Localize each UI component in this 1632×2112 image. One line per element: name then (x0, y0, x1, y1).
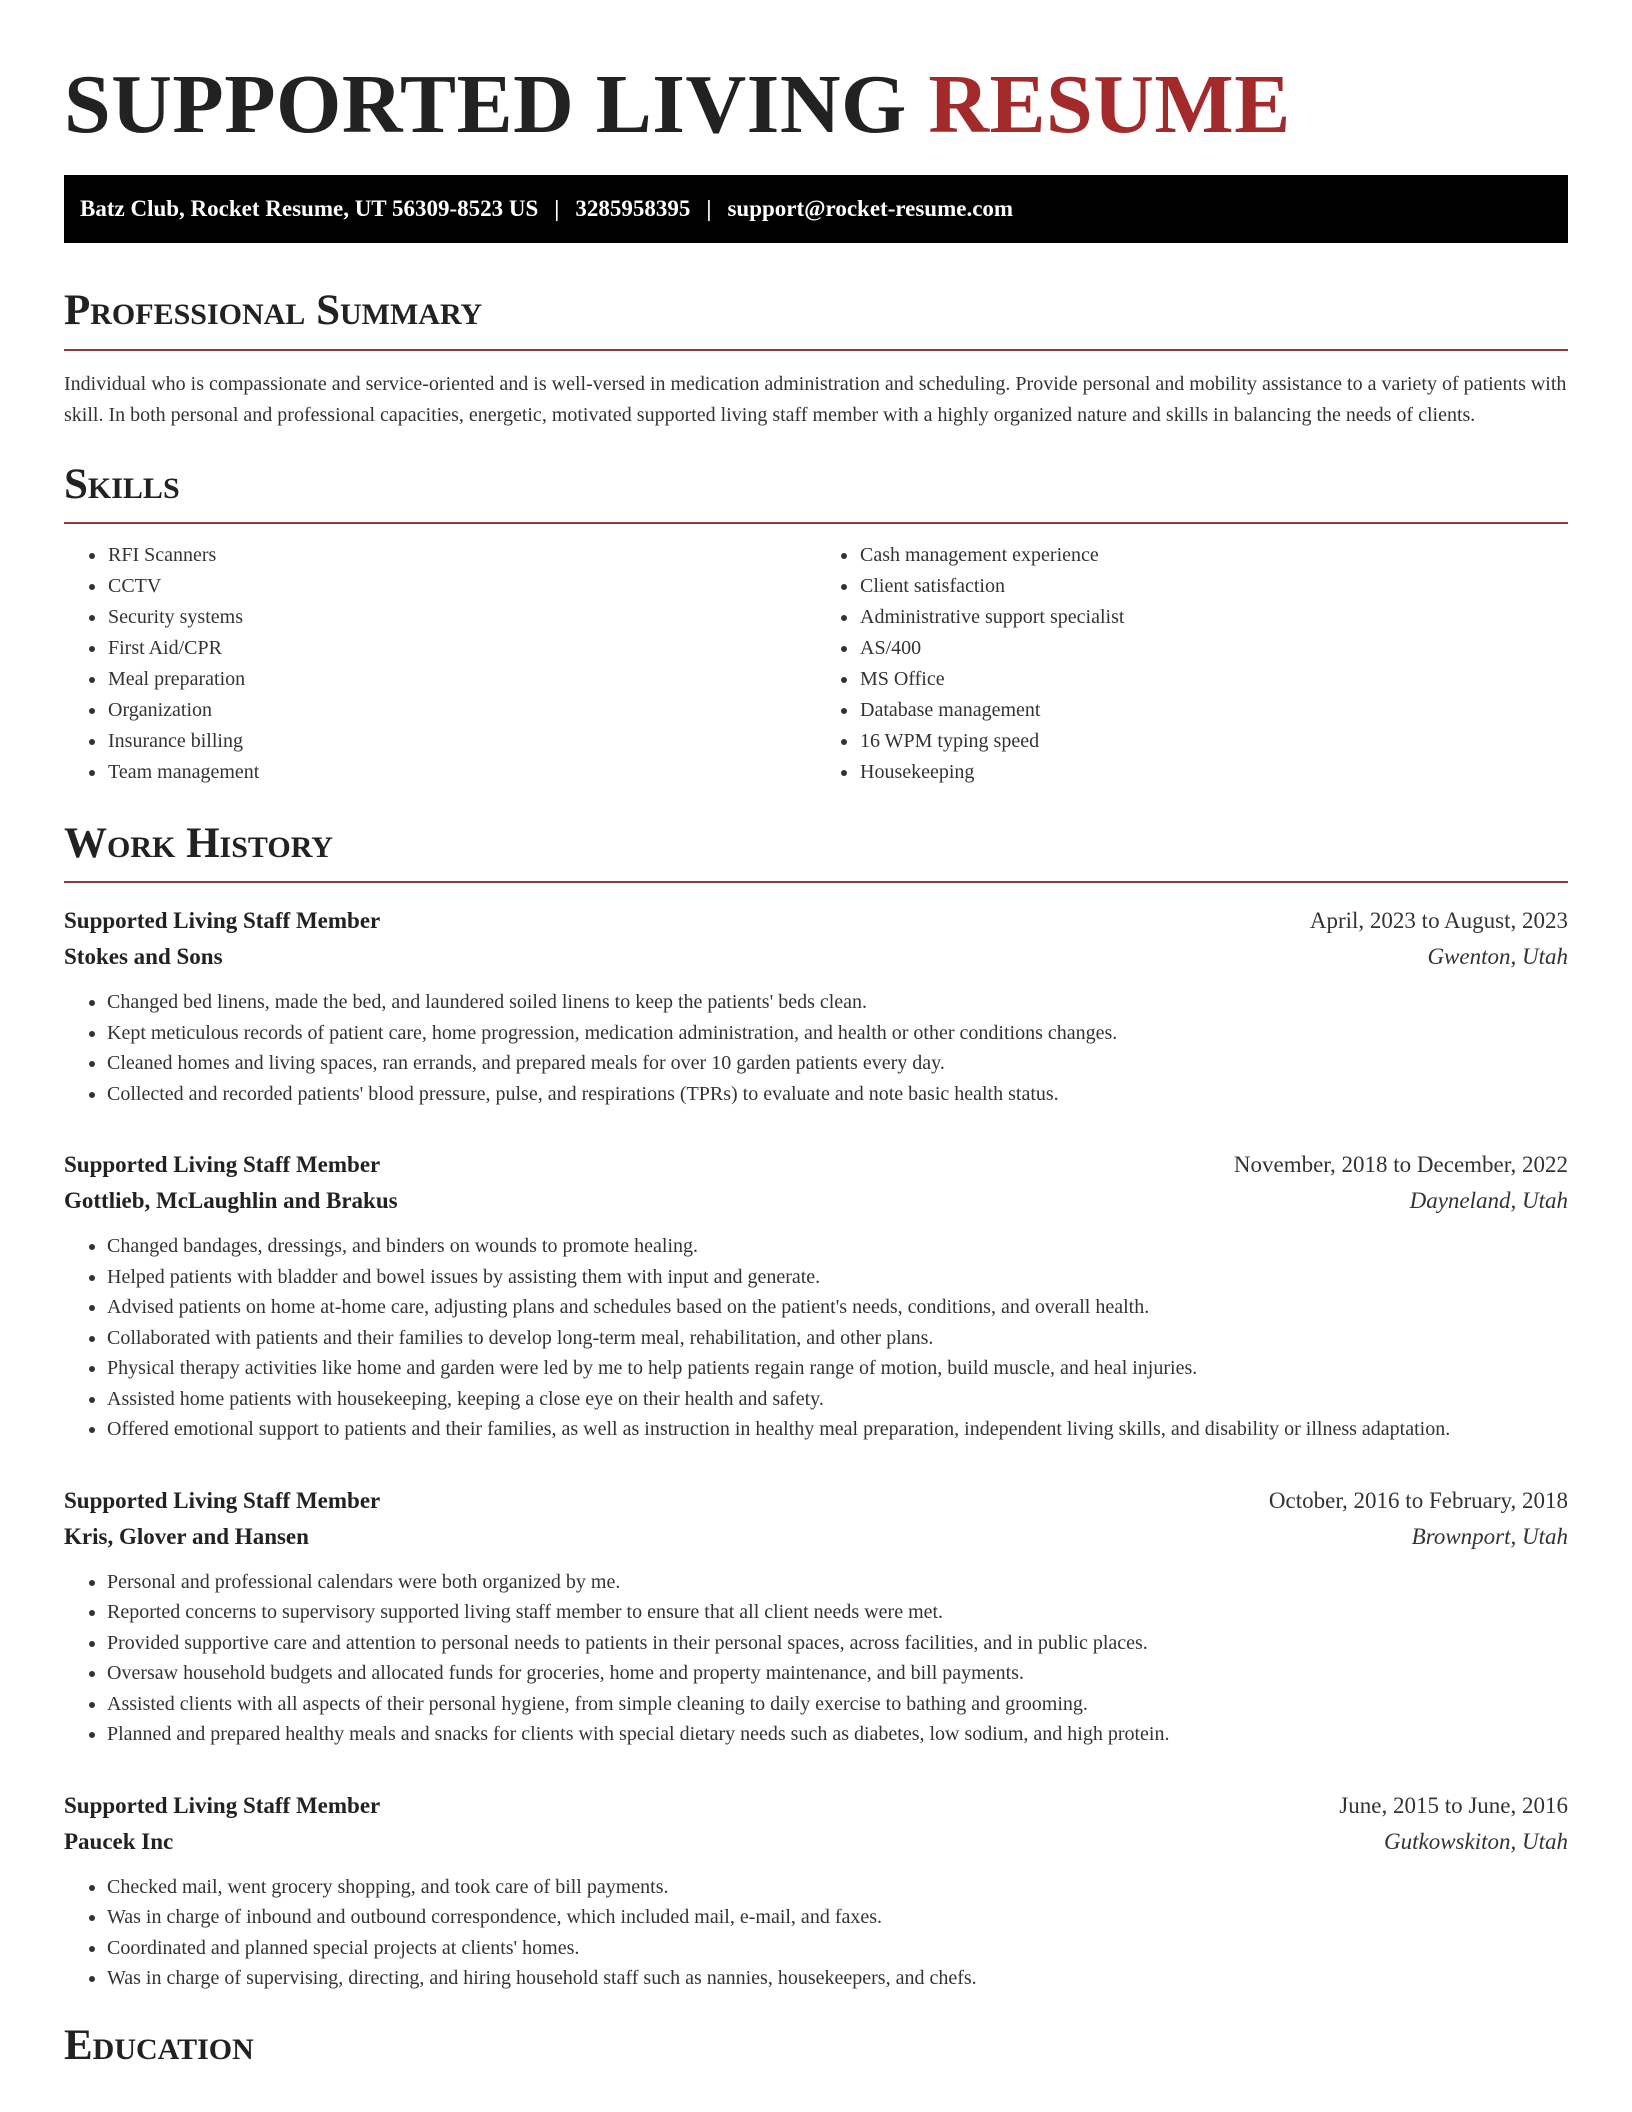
job-bullets (64, 1567, 1568, 1750)
job-bullets (64, 1231, 1568, 1445)
job-bullet: • Checked mail, went grocery shopping, and took care of bill payments. (107, 1872, 1568, 1903)
contact-address: Batz Club, Rocket Resume, UT 56309-8523 US (80, 196, 539, 222)
job-bullet: • Offered emotional support to patients and their families, as well as instruction in healthy meal preparation, independent living skills, and disability or illness adaptation. (107, 1414, 1568, 1445)
job-bullet: • Cleaned homes and living spaces, ran errands, and prepared meals for over 10 garden patients every day. (107, 1048, 1568, 1079)
job-company: Kris, Glover and Hansen (64, 1523, 309, 1549)
skills-list-right (816, 540, 1568, 788)
skill-item: • Housekeeping (859, 757, 1568, 788)
contact-email: support@rocket-resume.com (727, 196, 1014, 222)
skill-item: • Team management (107, 757, 816, 788)
contact-bar (64, 175, 1568, 243)
summary-section (64, 287, 1568, 430)
contact-separator: | (706, 196, 712, 222)
job-location: Brownport, Utah (1411, 1523, 1568, 1549)
job-title: Supported Living Staff Member (64, 908, 381, 934)
skill-item: • RFI Scanners (107, 540, 816, 571)
skill-item: • Administrative support specialist (859, 602, 1568, 633)
job-bullets (64, 987, 1568, 1109)
job-entry (64, 1147, 1568, 1445)
job-bullet: • Kept meticulous records of patient care, home progression, medication administration, and health or other conditions changes. (107, 1018, 1568, 1049)
job-bullet: • Oversaw household budgets and allocated funds for groceries, home and property maintenance, and bill payments. (107, 1658, 1568, 1689)
skills-section (64, 461, 1568, 788)
skill-item: • 16 WPM typing speed (859, 726, 1568, 757)
job-entry (64, 903, 1568, 1109)
job-bullet: • Changed bed linens, made the bed, and laundered soiled linens to keep the patients' beds clean. (107, 987, 1568, 1018)
job-company-row (64, 1824, 1568, 1860)
job-bullet: • Collaborated with patients and their families to develop long-term meal, rehabilitation, and other plans. (107, 1323, 1568, 1354)
skill-item: • Meal preparation (107, 664, 816, 695)
skill-item: • First Aid/CPR (107, 633, 816, 664)
skill-item: • Organization (107, 695, 816, 726)
summary-text: Individual who is compassionate and service-oriented and is well-versed in medication administration and scheduling. Provide personal and mobility assistance to a variety of patients with skill. In both personal and professional capacities, energetic, motivated supported living staff member with a highly organized nature and skills in balancing the needs of clients. (64, 372, 1567, 426)
education-section (64, 2022, 1568, 2083)
skill-item: • Security systems (107, 602, 816, 633)
contact-separator: | (554, 196, 560, 222)
job-bullet: • Assisted home patients with housekeeping, keeping a close eye on their health and safety. (107, 1384, 1568, 1415)
skills-list-left (64, 540, 816, 788)
job-bullet: • Advised patients on home at-home care, adjusting plans and schedules based on the patient's needs, conditions, and overall health. (107, 1292, 1568, 1323)
job-title: Supported Living Staff Member (64, 1152, 381, 1178)
job-title: Supported Living Staff Member (64, 1792, 381, 1818)
job-header-row (64, 1788, 1568, 1824)
work-history-heading: Work History (64, 820, 1568, 883)
job-company-row (64, 1183, 1568, 1219)
job-bullet: • Collected and recorded patients' blood pressure, pulse, and respirations (TPRs) to evaluate and note basic health status. (107, 1079, 1568, 1110)
skills-heading: Skills (64, 461, 1568, 524)
skill-item: • CCTV (107, 571, 816, 602)
resume-title (64, 56, 1568, 153)
job-header-row (64, 903, 1568, 939)
job-bullet: • Was in charge of supervising, directing, and hiring household staff such as nannies, housekeepers, and chefs. (107, 1963, 1568, 1994)
job-company-row (64, 939, 1568, 975)
skill-item: • MS Office (859, 664, 1568, 695)
summary-heading: Professional Summary (64, 287, 1568, 350)
education-heading: Education (64, 2021, 254, 2069)
job-header-row (64, 1483, 1568, 1519)
work-history-section (64, 820, 1568, 1994)
job-bullets (64, 1872, 1568, 1994)
job-company-row (64, 1519, 1568, 1555)
job-dates: April, 2023 to August, 2023 (1309, 908, 1568, 934)
job-dates: November, 2018 to December, 2022 (1233, 1152, 1568, 1178)
skill-item: • Database management (859, 695, 1568, 726)
job-bullet: • Provided supportive care and attention to personal needs to patients in their personal spaces, across facilities, and in public places. (107, 1628, 1568, 1659)
title-main: SUPPORTED LIVING (64, 58, 907, 151)
job-bullet: • Helped patients with bladder and bowel issues by assisting them with input and generate. (107, 1262, 1568, 1293)
job-location: Gwenton, Utah (1427, 944, 1568, 970)
job-company: Stokes and Sons (64, 944, 223, 970)
job-location: Dayneland, Utah (1409, 1188, 1568, 1214)
job-header-row (64, 1147, 1568, 1183)
job-company: Paucek Inc (64, 1828, 174, 1854)
job-bullet: • Personal and professional calendars were both organized by me. (107, 1567, 1568, 1598)
job-bullet: • Assisted clients with all aspects of their personal hygiene, from simple cleaning to daily exercise to bathing and grooming. (107, 1689, 1568, 1720)
skill-item: • Insurance billing (107, 726, 816, 757)
job-bullet: • Was in charge of inbound and outbound correspondence, which included mail, e-mail, and faxes. (107, 1902, 1568, 1933)
title-accent: RESUME (928, 58, 1291, 151)
contact-phone: 3285958395 (575, 196, 691, 222)
job-company: Gottlieb, McLaughlin and Brakus (64, 1188, 398, 1214)
job-bullet: • Changed bandages, dressings, and binders on wounds to promote healing. (107, 1231, 1568, 1262)
job-dates: June, 2015 to June, 2016 (1339, 1792, 1568, 1818)
job-title: Supported Living Staff Member (64, 1487, 381, 1513)
job-dates: October, 2016 to February, 2018 (1268, 1487, 1568, 1513)
job-entry (64, 1788, 1568, 1994)
skill-item: • Cash management experience (859, 540, 1568, 571)
job-bullet: • Planned and prepared healthy meals and snacks for clients with special dietary needs such as diabetes, low sodium, and high protein. (107, 1719, 1568, 1750)
job-bullet: • Reported concerns to supervisory supported living staff member to ensure that all client needs were met. (107, 1597, 1568, 1628)
job-entry (64, 1483, 1568, 1750)
job-location: Gutkowskiton, Utah (1384, 1828, 1568, 1854)
job-bullet: • Coordinated and planned special projects at clients' homes. (107, 1933, 1568, 1964)
skills-grid (64, 540, 1568, 788)
skill-item: • AS/400 (859, 633, 1568, 664)
job-bullet: • Physical therapy activities like home and garden were led by me to help patients regain range of motion, build muscle, and heal injuries. (107, 1353, 1568, 1384)
skill-item: • Client satisfaction (859, 571, 1568, 602)
